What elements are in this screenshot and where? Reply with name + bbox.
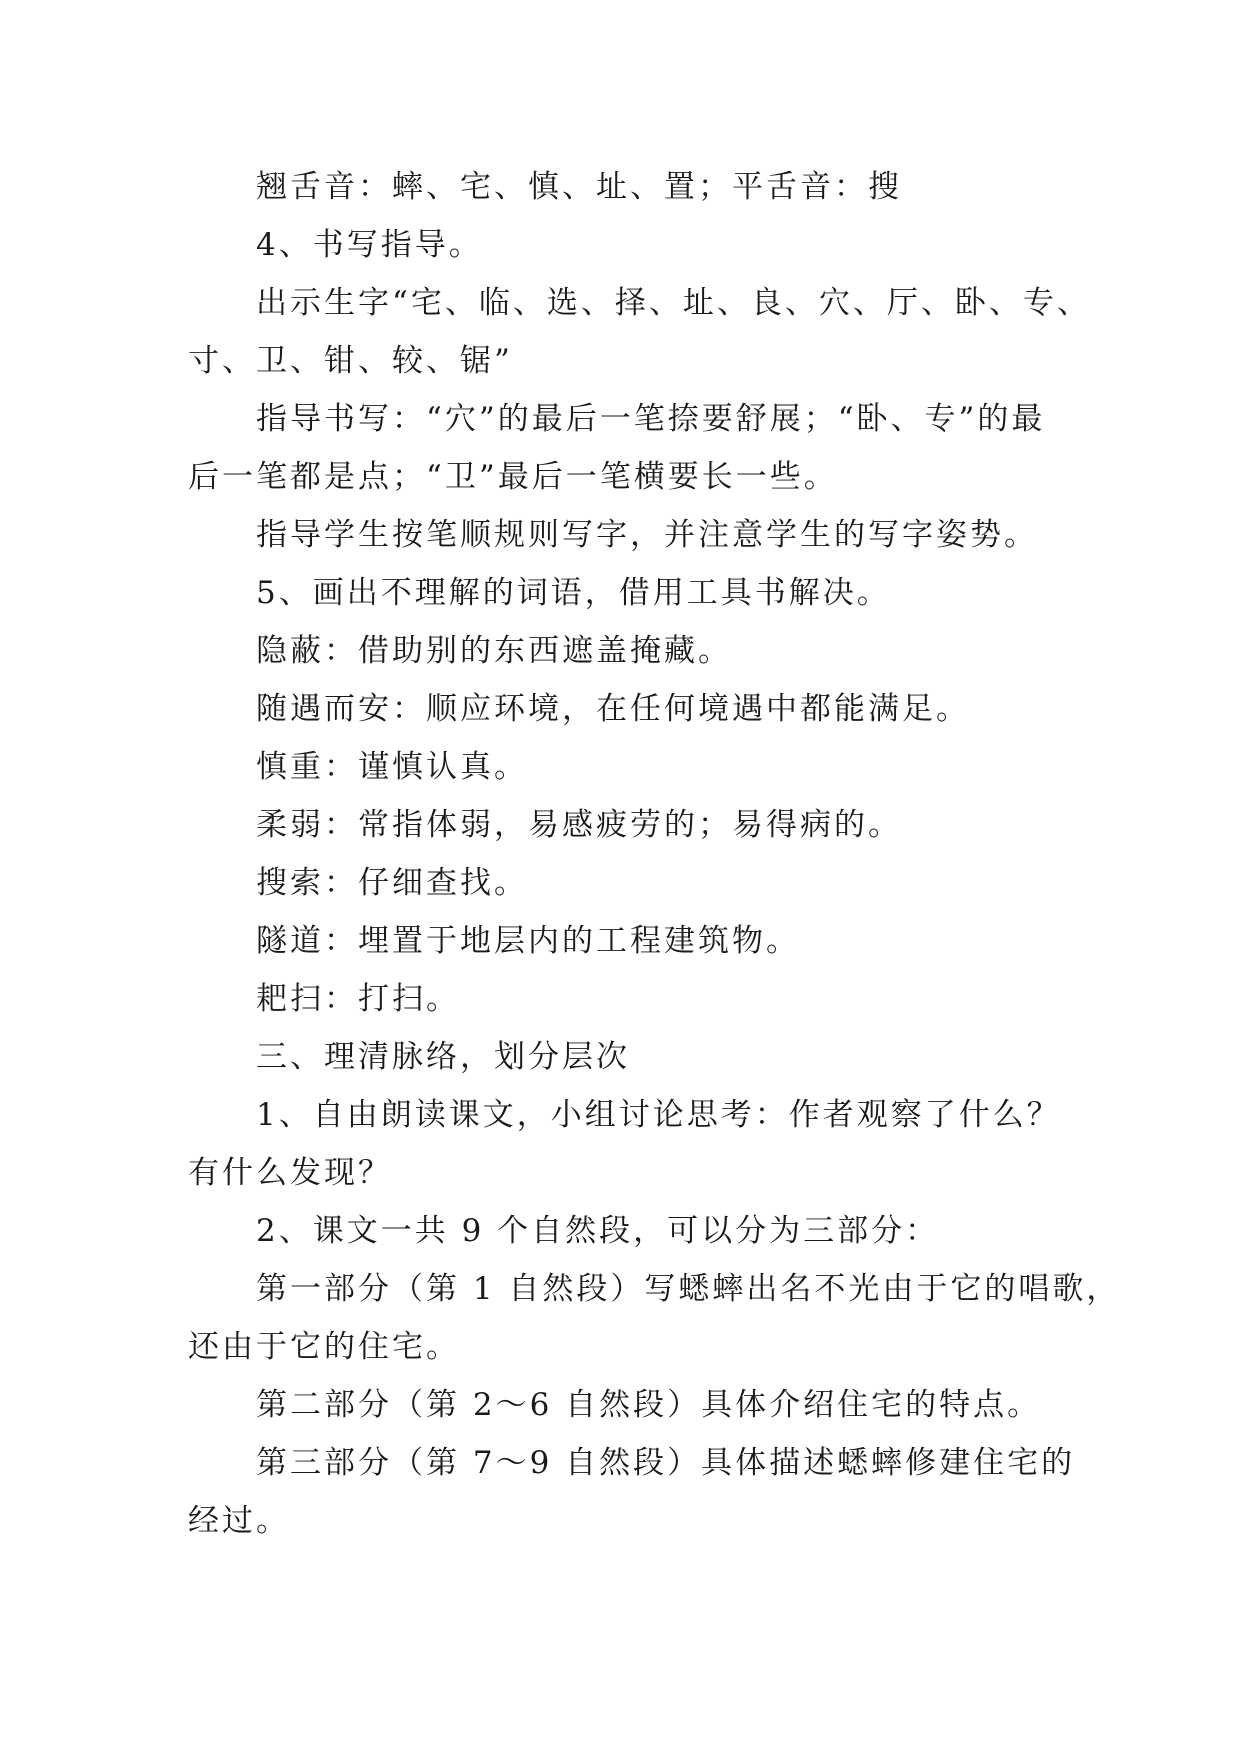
paragraph-line: 还由于它的住宅。 <box>188 1329 460 1365</box>
paragraph-line: 慎重：谨慎认真。 <box>256 749 528 785</box>
paragraph-line: 后一笔都是点；“卫”最后一笔横要长一些。 <box>188 459 838 495</box>
paragraph-line: 经过。 <box>188 1503 290 1539</box>
paragraph-line: 随遇而安：顺应环境，在任何境遇中都能满足。 <box>256 691 970 727</box>
paragraph-line: 翘舌音：蟀、宅、慎、址、置；平舌音：搜 <box>256 169 902 205</box>
paragraph-line: 出示生字“宅、临、选、择、址、良、穴、厅、卧、专、 <box>256 285 1091 321</box>
paragraph-line: 2、课文一共 9 个自然段，可以分为三部分： <box>256 1213 940 1249</box>
paragraph-line: 第三部分（第 7～9 自然段）具体描述蟋蟀修建住宅的 <box>256 1445 1076 1481</box>
paragraph-line: 第一部分（第 1 自然段）写蟋蟀出名不光由于它的唱歌， <box>256 1271 1121 1307</box>
paragraph-line: 第二部分（第 2～6 自然段）具体介绍住宅的特点。 <box>256 1387 1042 1423</box>
document-body <box>188 158 1121 1550</box>
paragraph-line: 搜索：仔细查找。 <box>256 865 528 901</box>
paragraph-line: 1、自由朗读课文，小组讨论思考：作者观察了什么？ <box>256 1097 1061 1133</box>
paragraph-line: 柔弱：常指体弱，易感疲劳的；易得病的。 <box>256 807 902 843</box>
paragraph-line: 4、书写指导。 <box>256 227 483 263</box>
paragraph-line: 指导书写：“穴”的最后一笔捺要舒展；“卧、专”的最 <box>256 401 1046 437</box>
paragraph-line: 耙扫：打扫。 <box>256 981 460 1017</box>
paragraph-line: 指导学生按笔顺规则写字，并注意学生的写字姿势。 <box>256 517 1038 553</box>
paragraph-line: 5、画出不理解的词语，借用工具书解决。 <box>256 575 891 611</box>
paragraph-line: 隐蔽：借助别的东西遮盖掩藏。 <box>256 633 732 669</box>
section-heading: 三、理清脉络，划分层次 <box>256 1039 630 1075</box>
paragraph-line: 有什么发现？ <box>188 1155 392 1191</box>
paragraph-line: 寸、卫、钳、较、锯” <box>188 343 513 379</box>
paragraph-line: 隧道：埋置于地层内的工程建筑物。 <box>256 923 800 959</box>
